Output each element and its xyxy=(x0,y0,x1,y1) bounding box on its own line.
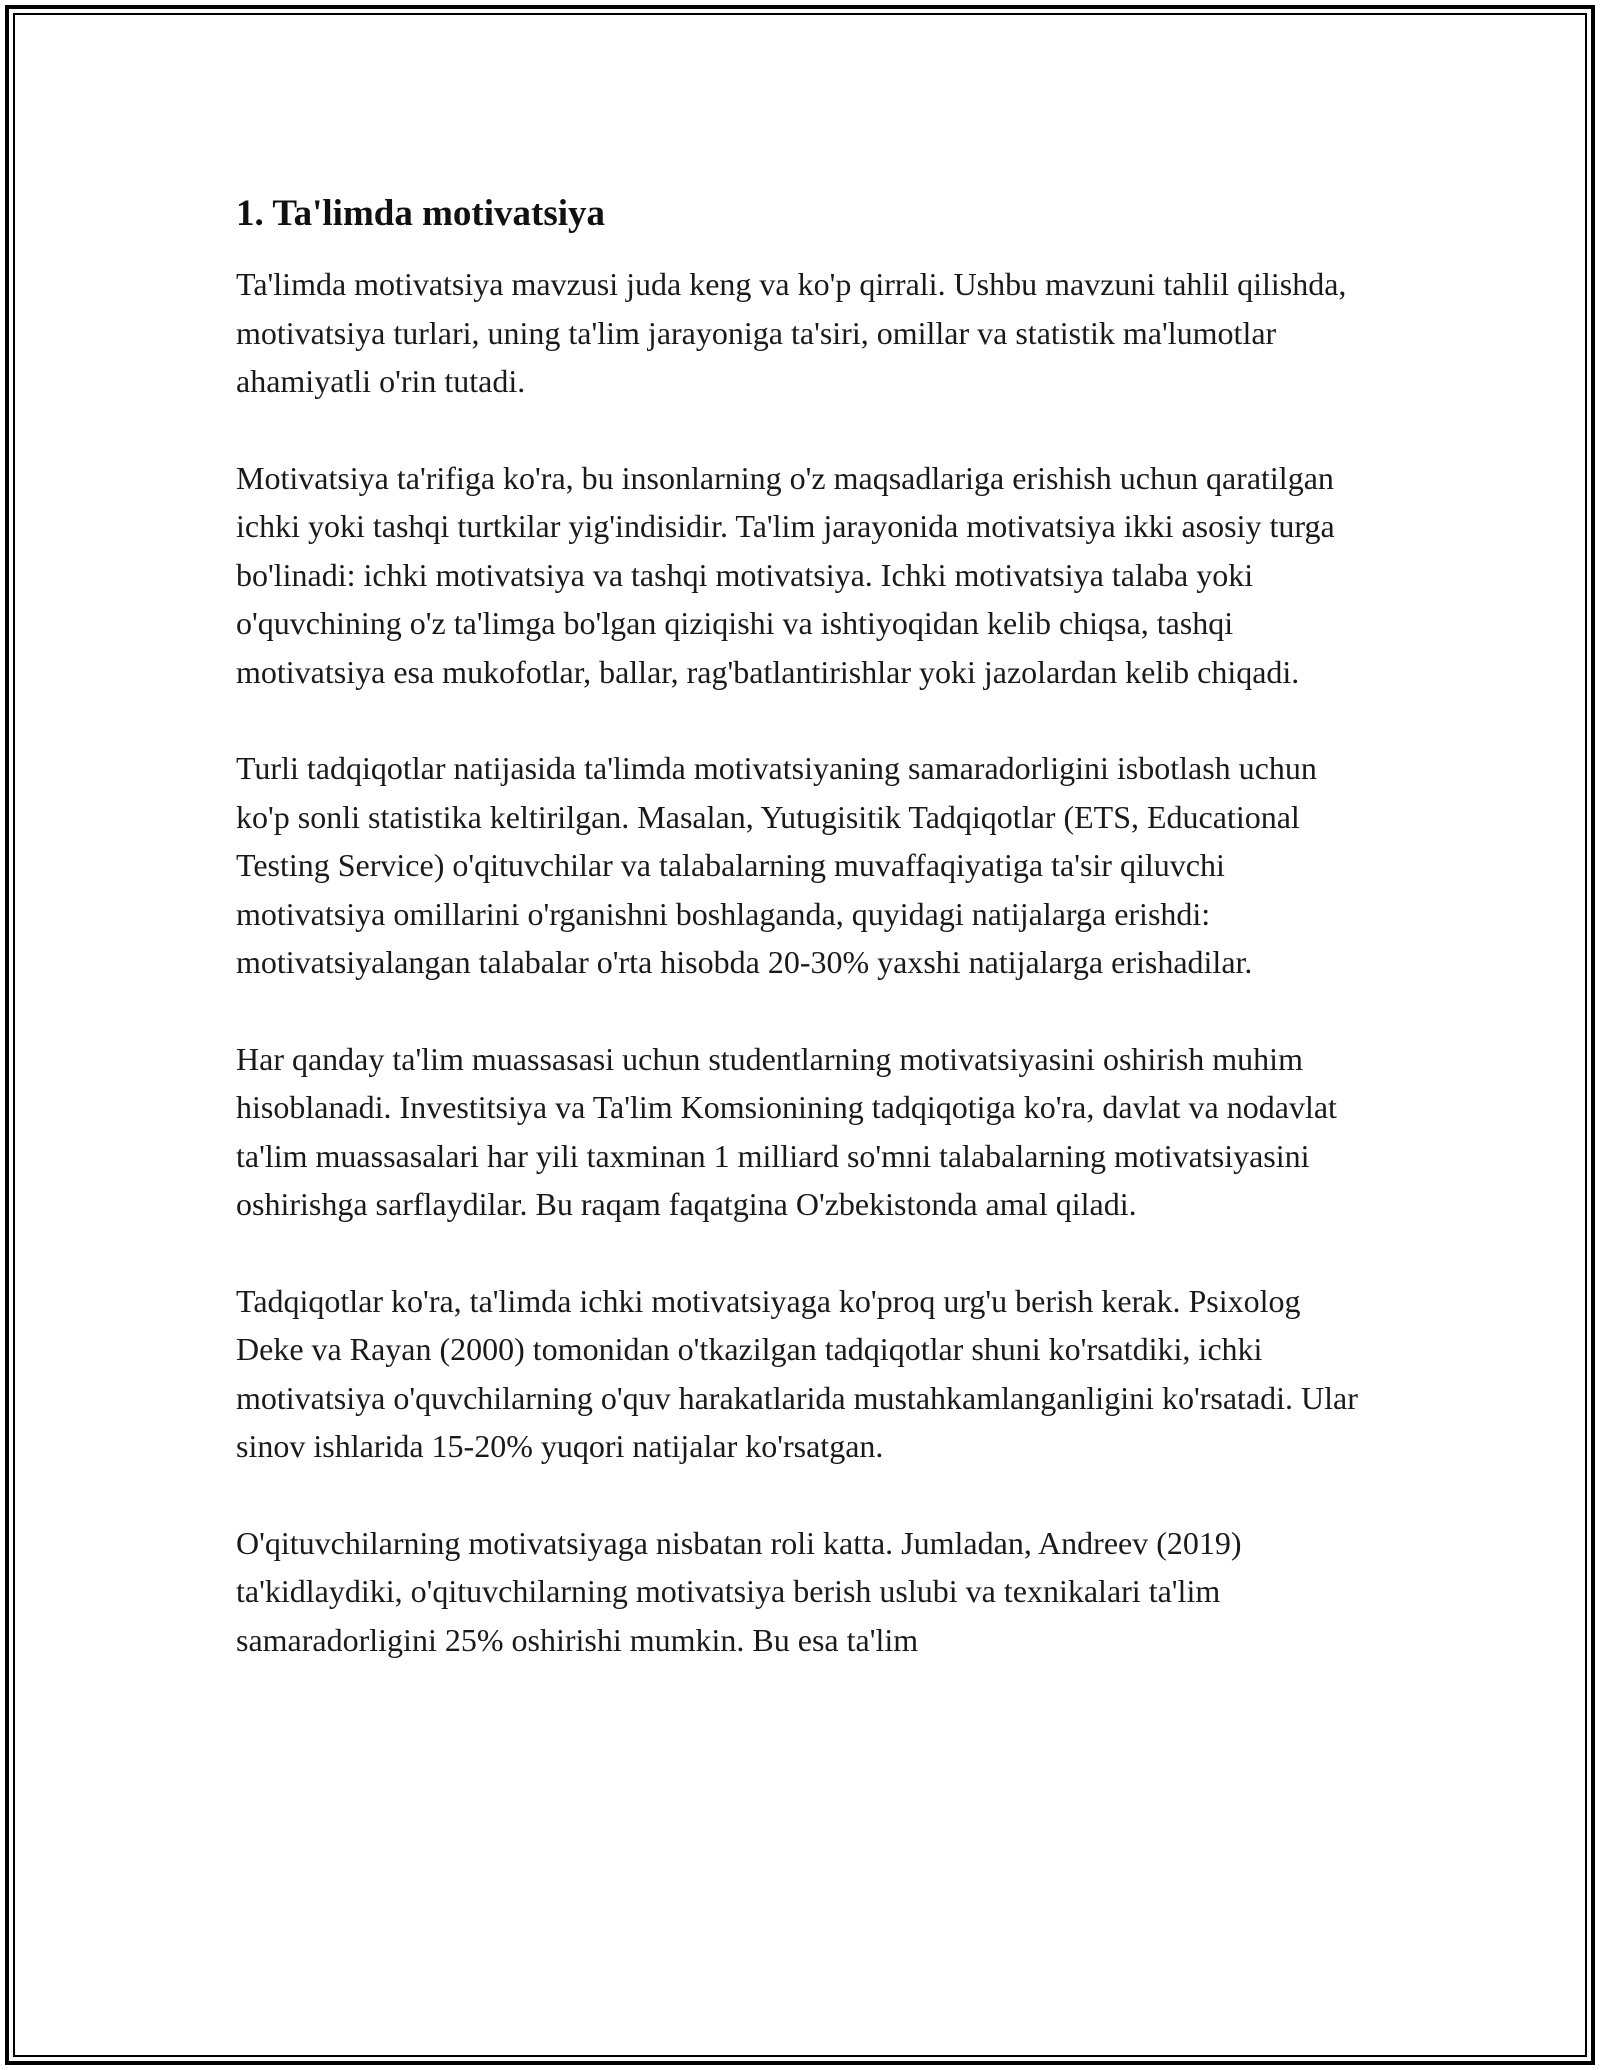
paragraph-1: Ta'limda motivatsiya mavzusi juda keng va ko'p qirrali. Ushbu mavzuni tahlil qilishda, motivatsiya turlari, uning ta'lim jarayoniga ta'siri, omillar va statistik ma'lumotlar ahamiyatli o'rin tutadi. xyxy=(236,266,1347,399)
paragraph-5: Tadqiqotlar ko'ra, ta'limda ichki motivatsiyaga ko'proq urg'u berish kerak. Psixolog Deke va Rayan (2000) tomonidan o'tkazilgan tadqiqotlar shuni ko'rsatdiki, ichki motivatsiya o'quvchilarning o'quv harakatlarida mustahkamlanganligini ko'rsatadi. Ular sinov ishlarida 15-20% yuqori natijalar ko'rsatgan. xyxy=(236,1282,1358,1464)
paragraph-2: Motivatsiya ta'rifiga ko'ra, bu insonlarning o'z maqsadlariga erishish uchun qaratilgan ichki yoki tashqi turtkilar yig'indisidir. Ta'lim jarayonida motivatsiya ikki asosiy turga bo'linadi: ichki motivatsiya va tashqi motivatsiya. Ichki motivatsiya talaba yoki o'quvchining o'z ta'limga bo'lgan qiziqishi va ishtiyoqidan kelib chiqsa, tashqi motivatsiya esa mukofotlar, ballar, rag'batlantirishlar yoki jazolardan kelib chiqadi. xyxy=(236,459,1335,690)
paragraph-4: Har qanday ta'lim muassasasi uchun studentlarning motivatsiyasini oshirish muhim hisoblanadi. Investitsiya va Ta'lim Komsionining tadqiqotiga ko'ra, davlat va nodavlat ta'lim muassasalari har yili taxminan 1 milliard so'mni talabalarning motivatsiyasini oshirishga sarflaydilar. Bu raqam faqatgina O'zbekistonda amal qiladi. xyxy=(236,1040,1337,1222)
document-body xyxy=(236,188,1366,1712)
section-heading: 1. Ta'limda motivatsiya xyxy=(236,193,606,234)
paragraph-6: O'qituvchilarning motivatsiyaga nisbatan roli katta. Jumladan, Andreev (2019) ta'kidlaydiki, o'qituvchilarning motivatsiya berish uslubi va texnikalari ta'lim samaradorligini 25% oshirishi mumkin. Bu esa ta'lim xyxy=(236,1524,1242,1658)
paragraph-3: Turli tadqiqotlar natijasida ta'limda motivatsiyaning samaradorligini isbotlash uchun ko'p sonli statistika keltirilgan. Masalan, Yutugisitik Tadqiqotlar (ETS, Educational Testing Service) o'qituvchilar va talabalarning muvaffaqiyatiga ta'sir qiluvchi motivatsiya omillarini o'rganishni boshlaganda, quyidagi natijalarga erishdi: motivatsiyalangan talabalar o'rta hisobda 20-30% yaxshi natijalarga erishadilar. xyxy=(236,750,1317,980)
